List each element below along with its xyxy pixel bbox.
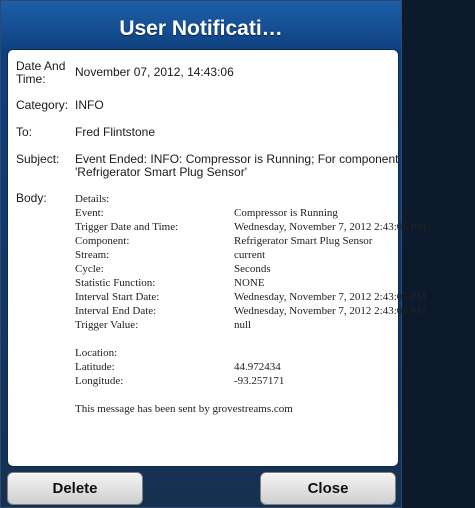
detail-key: Cycle: <box>75 263 104 275</box>
detail-key: Trigger Date and Time: <box>75 221 179 233</box>
body-label: Body: <box>16 191 47 205</box>
category-value: INFO <box>75 98 104 112</box>
detail-value: Refrigerator Smart Plug Sensor <box>234 235 373 247</box>
detail-value: Wednesday, November 7, 2012 2:43:06 PM <box>234 305 427 317</box>
delete-button[interactable]: Delete <box>7 472 143 505</box>
latitude-label: Latitude: <box>75 361 115 373</box>
detail-key: Interval Start Date: <box>75 291 160 303</box>
detail-value: null <box>234 319 252 331</box>
latitude-value: 44.972434 <box>234 361 281 373</box>
date-label: Date And Time: <box>16 59 66 86</box>
detail-key: Event: <box>75 207 104 219</box>
subject-label: Subject: <box>16 152 60 166</box>
to-label: To: <box>16 125 33 139</box>
longitude-label: Longitude: <box>75 375 124 387</box>
detail-key: Statistic Function: <box>75 277 156 289</box>
detail-value: Compressor is Running <box>234 207 338 219</box>
detail-key: Interval End Date: <box>75 305 157 317</box>
detail-value: Wednesday, November 7, 2012 2:43:05 PM <box>234 291 427 303</box>
window-title: User Notificati… <box>119 17 283 40</box>
detail-key: Trigger Value: <box>75 319 139 331</box>
close-button[interactable]: Close <box>260 472 396 505</box>
details-heading: Details: <box>75 193 110 205</box>
detail-value: current <box>234 249 266 261</box>
detail-value: NONE <box>234 277 265 289</box>
detail-value: Seconds <box>234 263 271 275</box>
date-value: November 07, 2012, 14:43:06 <box>75 65 234 79</box>
longitude-value: -93.257171 <box>234 375 285 387</box>
category-label: Category: <box>16 98 69 112</box>
to-value: Fred Flintstone <box>75 125 156 139</box>
subject-value: Event Ended: INFO: Compressor is Running; For component 'Refrigerator Smart Plug Sensor' <box>75 152 399 179</box>
notification-panel <box>7 49 427 467</box>
detail-key: Stream: <box>75 249 110 261</box>
location-heading: Location: <box>75 347 118 359</box>
sent-by-footer: This message has been sent by grovestreams.com <box>75 403 293 415</box>
detail-value: Wednesday, November 7, 2012 2:43:06 PM <box>234 221 427 233</box>
detail-key: Component: <box>75 235 130 247</box>
